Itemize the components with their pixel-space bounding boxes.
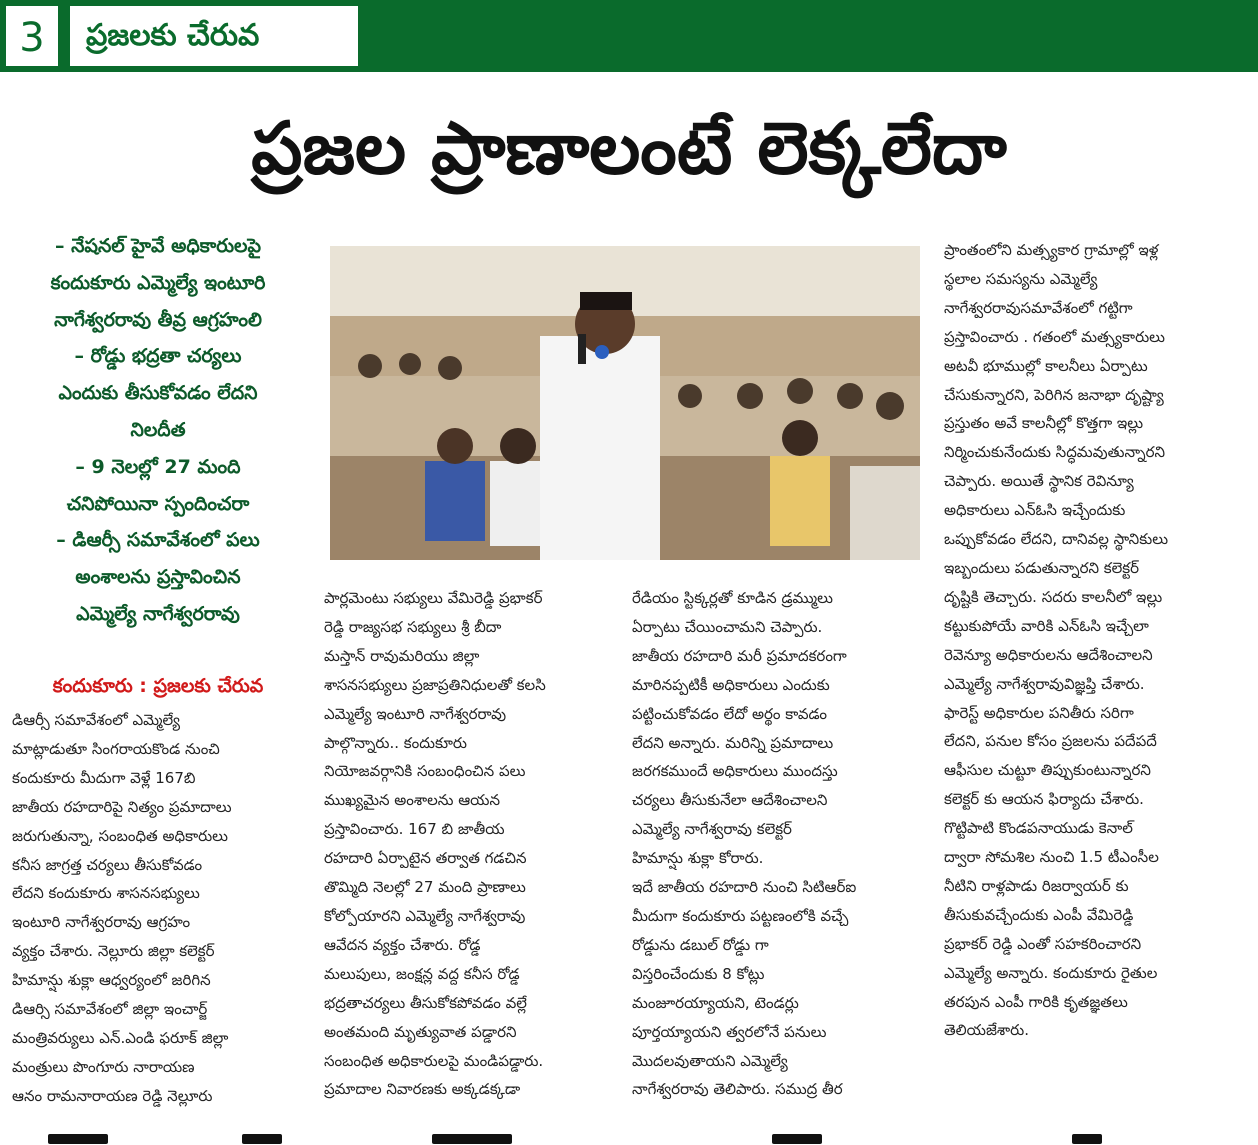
article-line: కందుకూరు మీదుగా వెళ్లే 167బి: [12, 768, 196, 787]
article-line: ఇదే జాతీయ రహదారి నుంచి సిటిఆర్ఐ: [632, 878, 857, 897]
article-line: ముఖ్యమైన అంశాలను ఆయన: [324, 791, 501, 810]
article-line: చెప్పారు. అయితే స్థానిక రెవిన్యూ: [944, 472, 1134, 491]
article-line: రెడ్డి రాజ్యసభ సభ్యులు శ్రీ బీదా: [324, 617, 502, 636]
subheadline-line: అంశాలను ప్రస్తావించిన: [75, 566, 241, 589]
article-line: ప్రాంతంలోని మత్స్యకార గ్రామాల్లో ఇళ్ల: [944, 241, 1159, 259]
next-article-fragment: [12, 1124, 1246, 1145]
article-line: ఎమ్మెల్యే నాగేశ్వరావు కలెక్టర్: [632, 820, 792, 839]
subheadlines: [8, 228, 308, 648]
article-line: జరుగుతున్నా, సంబంధిత అధికారులు: [12, 826, 228, 845]
article-line: అధికారులు ఎన్ఓసి ఇచ్చేందుకు: [944, 501, 1126, 520]
article-line: ఒప్పుకోవడం లేదని, దానివల్ల స్థానికులు: [944, 530, 1169, 549]
article-line: ఆఫీసుల చుట్టూ తిప్పుకుంటున్నారని: [944, 761, 1151, 780]
article-line: కట్టుకుపోయే వారికి ఎన్ఓసి ఇచ్చేలా: [944, 616, 1149, 635]
article-line: అటవీ భూముల్లో కాలనీలు ఏర్పాటు: [944, 356, 1148, 375]
article-line: మంత్రివర్యులు ఎన్.ఎండి ఫరూక్ జిల్లా: [12, 1028, 229, 1047]
article-line: మలుపులు, జంక్షన్ల వద్ద కనీస రోడ్డ: [324, 964, 520, 983]
article-line: మంత్రులు పొంగూరు నారాయణ: [12, 1057, 195, 1076]
article-line: డిఆర్సి సమావేశంలో జిల్లా ఇంచార్జ్: [12, 1000, 208, 1019]
subheadline-line: నిలదీత: [130, 418, 186, 441]
article-line: లేదని, పనుల కోసం ప్రజలను పదేపదే: [944, 732, 1157, 751]
article-line: ప్రస్తుతం అవే కాలనీల్లో కొత్తగా ఇల్లు: [944, 414, 1144, 433]
section-name: ప్రజలకు చేరువ: [68, 4, 360, 68]
article-line: ఇంటూరి నాగేశ్వరరావు ఆగ్రహం: [12, 913, 191, 932]
article-line: మంజూరయ్యాయని, టెండర్లు: [632, 993, 799, 1012]
article-line: రోడ్డును డబుల్ రోడ్డు గా: [632, 935, 769, 954]
article-line: హిమాన్షు శుక్లా కోరారు.: [632, 849, 764, 868]
article-line: రహదారి ఏర్పాటైన తర్వాత గడచిన: [324, 849, 527, 868]
article-line: హిమాన్షు శుక్లా ఆధ్వర్యంలో జరిగిన: [12, 971, 211, 990]
photo-speaker-at-meeting: [330, 246, 920, 560]
article-line: చర్యలు తీసుకునేలా ఆదేశించాలని: [632, 791, 828, 810]
article-line: వ్యక్తం చేశారు. నెల్లూరు జిల్లా కలెక్టర్: [12, 942, 215, 961]
article-line: మస్తాన్ రావుమరియు జిల్లా: [324, 646, 480, 665]
article-line: ఇబ్బందులు పడుతున్నారని కలెక్టర్: [944, 558, 1139, 577]
article-line: ఎమ్మెల్యే అన్నారు. కందుకూరు రైతుల: [944, 963, 1158, 982]
article-line: కలెక్టర్ కు ఆయన ఫిర్యాదు చేశారు.: [944, 790, 1144, 809]
article-line: కోల్పోయారని ఎమ్మెల్యే నాగేశ్వరావు: [324, 906, 526, 925]
article-line: శాసనసభ్యులు ప్రజాప్రతినిధులతో కలసి: [324, 675, 546, 694]
subheadline-line: కందుకూరు ఎమ్మెల్యే ఇంటూరి: [50, 271, 266, 294]
article-line: రెవెన్యూ అధికారులను ఆదేశించాలని: [944, 645, 1153, 664]
article-line: తీసుకువచ్చేందుకు ఎంపీ వేమిరెడ్డి: [944, 905, 1134, 924]
article-line: ఎమ్మెల్యే ఇంటూరి నాగేశ్వరరావు: [324, 704, 507, 723]
article-line: తరపున ఎంపీ గారికి కృతజ్ఞతలు: [944, 992, 1128, 1011]
article-line: డిఆర్సీ సమావేశంలో ఎమ్మెల్యే: [12, 711, 181, 729]
article-line: నాగేశ్వరరావుసమావేశంలో గట్టిగా: [944, 298, 1133, 317]
article-line: మాట్లాడుతూ సింగరాయకొండ నుంచి: [12, 739, 220, 758]
subheadline-line: ఎమ్మెల్యే నాగేశ్వరరావు: [76, 602, 240, 625]
article-line: దృష్టికి తెచ్చారు. సదరు కాలనీలో ఇల్లు: [944, 587, 1163, 606]
subheadline-line: చనిపోయినా స్పందించరా: [66, 492, 250, 515]
article-line: సంబంధిత అధికారులపై మండిపడ్డారు.: [324, 1051, 544, 1070]
article-line: నాగేశ్వరరావు తెలిపారు. సముద్ర తీర: [632, 1080, 843, 1099]
article-line: జాతీయ రహదారిపై నిత్యం ప్రమాదాలు: [12, 797, 232, 816]
article-line: రేడియం స్టిక్కర్లతో కూడిన డ్రమ్ములు: [632, 589, 833, 607]
subheadline-line: – 9 నెలల్లో 27 మంది: [75, 455, 241, 478]
article-line: చేసుకున్నారని, పెరిగిన జనాభా దృష్ట్యా: [944, 385, 1164, 404]
article-line: లేదని అన్నారు. మరిన్ని ప్రమాదాలు: [632, 733, 834, 752]
article-line: పార్లమెంటు సభ్యులు వేమిరెడ్డి ప్రభాకర్: [324, 589, 543, 607]
article-column-3: [632, 584, 922, 1112]
article-line: పట్టించుకోవడం లేదో అర్థం కావడం: [632, 704, 827, 723]
article-line: ప్రభాకర్ రెడ్డి ఎంతో సహకరించారని: [944, 934, 1142, 953]
article-column-2: [324, 584, 612, 1112]
article-line: ప్రస్తావించారు. 167 బి జాతీయ: [324, 820, 505, 839]
article-line: తెలియజేశారు.: [944, 1021, 1030, 1040]
article-line: పాల్గొన్నారు.. కందుకూరు: [324, 733, 467, 752]
article-line: ప్రస్తావించారు . గతంలో మత్స్యకారులు: [944, 327, 1165, 346]
article-line: ఫారెస్ట్ అధికారుల పనితీరు సరిగా: [944, 703, 1134, 722]
article-line: నిర్మించుకునేందుకు సిద్ధమవుతున్నారని: [944, 443, 1165, 462]
article-line: జరగకముందే అధికారులు ముందస్తు: [632, 762, 838, 781]
article-line: మారినప్పటికీ అధికారులు ఎందుకు: [632, 675, 830, 694]
dateline: కందుకూరు : ప్రజలకు చేరువ: [52, 675, 264, 697]
headline: ప్రజల ప్రాణాలంటే లెక్కలేదా: [251, 106, 1007, 190]
article-line: ఎమ్మెల్యే నాగేశ్వరావువిజ్ఞప్తి చేశారు.: [944, 674, 1145, 693]
article-line: గొట్టిపాటి కొండపనాయుడు కెనాల్: [944, 819, 1133, 838]
article-line: ఏర్పాటు చేయించామని చెప్పారు.: [632, 617, 823, 636]
article-line: ప్రమాదాల నివారణకు అక్కడక్కడా: [324, 1080, 521, 1099]
article-line: పూర్తయ్యాయని త్వరలోనే పనులు: [632, 1022, 827, 1041]
photo-illustration: [330, 246, 920, 560]
article-line: తొమ్మిది నెలల్లో 27 మంది ప్రాణాలు: [324, 878, 526, 897]
subheadline-line: ఎందుకు తీసుకోవడం లేదని: [58, 382, 258, 405]
article-line: నియోజవర్గానికి సంబంధించిన పలు: [324, 762, 526, 781]
article-line: ద్వారా సోమశిల నుంచి 1.5 టీఎంసీల: [944, 848, 1159, 867]
article-line: మీదుగా కందుకూరు పట్టణంలోకి వచ్చే: [632, 906, 849, 925]
article-line: ఆవేదన వ్యక్తం చేశారు. రోడ్డ: [324, 935, 481, 954]
article-column-1: [12, 706, 302, 1110]
article-line: మొదలవుతాయని ఎమ్మెల్యే: [632, 1051, 788, 1070]
subheadline-line: – రోడ్డు భద్రతా చర్యలు: [74, 345, 242, 368]
article-line: కనీస జాగ్రత్త చర్యలు తీసుకోవడం: [12, 855, 203, 874]
article-line: భద్రతాచర్యలు తీసుకోకపోవడం వల్లే: [324, 993, 527, 1012]
article-line: అంతమంది మృత్యువాత పడ్డారని: [324, 1022, 517, 1041]
page-number: 3: [4, 4, 60, 68]
article-line: స్థలాల సమస్యను ఎమ్మెల్యే: [944, 269, 1098, 288]
article-line: విస్తరించేందుకు 8 కోట్లు: [632, 964, 765, 983]
subheadline-line: – నేషనల్ హైవే అధికారులపై: [54, 235, 262, 257]
subheadline-line: నాగేశ్వరరావు తీవ్ర ఆగ్రహంలి: [54, 308, 262, 331]
subheadline-line: – డిఆర్సీ సమావేశంలో పలు: [56, 529, 260, 552]
article-column-4: [944, 236, 1232, 1112]
article-line: నీటిని రాళ్లపాడు రిజర్వాయర్ కు: [944, 876, 1129, 895]
article-line: ఆనం రామనారాయణ రెడ్డి నెల్లూరు: [12, 1086, 213, 1105]
article-line: జాతీయ రహదారి మరీ ప్రమాదకరంగా: [632, 646, 847, 665]
article-line: లేదని కందుకూరు శాసనసభ్యులు: [12, 884, 200, 903]
